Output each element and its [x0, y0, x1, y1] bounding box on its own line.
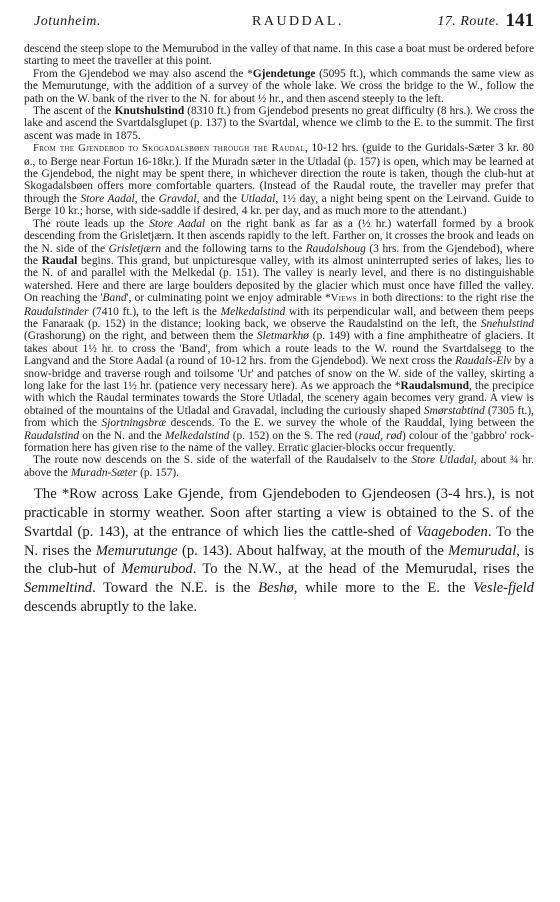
paragraph: From the Gjendebod we may also ascend the *Gjendetunge (5095 ft.), which commands the same view as the Memurutunge, with the addition of a survey of the whole lake. We cross the bridge to the W., follow the path on the W. bank of the river to the N. for about ½ hr., and then ascend steeply to the left.	[24, 67, 534, 105]
paragraph: From the Gjendebod to Skogadalsbøen through the Raudal, 10-12 hrs. (guide to the Guridals-Sæter 3 kr. 80 ø., to Berge near Fortun 16-18kr.). If the Muradn sæter in the Utladal (p. 157) is open, which may be learned at the Gjendebod, the night may be spent there, in whichever direction the route is taken, though the club-hut at Skogadalsbøen offers more comfortable quarters. (Instead of the Raudal route, the traveller may prefer that through the Store Aadal, the Gravdal, and the Utladal, 1½ day, a night being spent on the Leirvand. Guide to Berge 10 kr.; horse, with side-saddle if desired, 4 kr. per day, and as much more to the attendant.)	[24, 142, 534, 218]
header-right	[437, 10, 534, 32]
large-print-section	[24, 485, 534, 617]
paragraph: The *Row across Lake Gjende, from Gjendeboden to Gjendeosen (3-4 hrs.), is not practicable in stormy weather. Soon after starting a view is obtained to the S. of the Svartdal (p. 143), at the entrance of which lies the cattle-shed of Vaageboden. To the N. rises the Memurutunge (p. 143). About halfway, at the mouth of the Memurudal, is the club-hut of Memurubod. To the N.W., at the head of the Memurudal, rises the Semmeltind. Toward the N.E. is the Beshø, while more to the E. the Vesle-fjeld descends abruptly to the lake.	[24, 486, 535, 615]
header-region: Jotunheim.	[34, 14, 101, 29]
paragraph: The route now descends on the S. side of the waterfall of the Raudalselv to the Store Utladal, about ¾ hr. above the Muradn-Sæter (p. 157).	[24, 454, 535, 479]
paragraph: The route leads up the Store Aadal on the right bank as far as a (½ hr.) waterfall formed by a brook descending from the Grisletjærn. It then ascends rapidly to the left. Farther on, it crosses the brook and leads on the N. side of the Grisletjærn and the following tarns to the Raudalshoug (3 hrs. from the Gjendebod), where the Raudal begins. This grand, but unpicturesque valley, with its almost uninterrupted series of lakes, lies to the N. of and parallel with the Melkedal (p. 151). The valley is nearly level, and there is no distinguishable watershed. Here and there are large boulders deposited by the glacier which must once have filled the valley. On reaching the 'Band', or culminating point we enjoy admirable *Views in both directions: to the right rise the Raudalstinder (7410 ft.), to the left is the Melkedalstind with its perpendicular wall, and between them peeps the Fanaraak (p. 152) in the distance; looking back, we observe the Raudalstind on the left, the Snehulstind (Grashorung) on the right, and between them the Sletmarkhø (p. 149) with a fine amphitheatre of glaciers. It takes about 1½ hr. to cross the 'Band', from which a route leads to the W. round the Svartdalsegg to the Langvand and the Store Aadal (a round of 10-12 hrs. from the Gjendebod). We next cross the Raudals-Elv by a snow-bridge and traverse rough and toilsome 'Ur' and patches of snow on the W. side of the valley, skirting a long lake for the last 1½ hr. (patience very necessary here). As we approach the *Raudalsmund, the precipice with which the Raudal terminates towards the Store Utladal, the scenery again becomes very grand. A view is obtained of the mountains of the Utladal and Gravadal, including the curiously shaped Smørstabtind (7305 ft.), from which the Sjortningsbræ descends. To the E. we survey the whole of the Rauddal, lying between the Raudalstind on the N. and the Melkedalstind (p. 152) on the S. The red (raud, rød) colour of the 'gabbro' rock-formation here has given rise to the name of the valley. Erratic glacier-blocks occur frequently.	[24, 217, 535, 454]
paragraph: descend the steep slope to the Memurubod in the valley of that name. In this case a boat must be ordered before starting to meet the traveller at this point.	[24, 43, 534, 68]
page-number: 141	[505, 10, 534, 31]
small-print-section	[24, 43, 534, 479]
header-route: 17. Route.	[437, 14, 500, 29]
paragraph: The ascent of the Knutshulstind (8310 ft.) from Gjendebod presents no great difficulty (8 hrs.). We cross the lake and ascend the Svartdalsglupet (p. 137) to the Svartdal, whence we climb to the E. to the summit. The first ascent was made in 1875.	[24, 105, 535, 142]
page-body	[24, 43, 534, 617]
running-header	[34, 10, 534, 34]
header-title: RAUDDAL.	[252, 14, 344, 29]
